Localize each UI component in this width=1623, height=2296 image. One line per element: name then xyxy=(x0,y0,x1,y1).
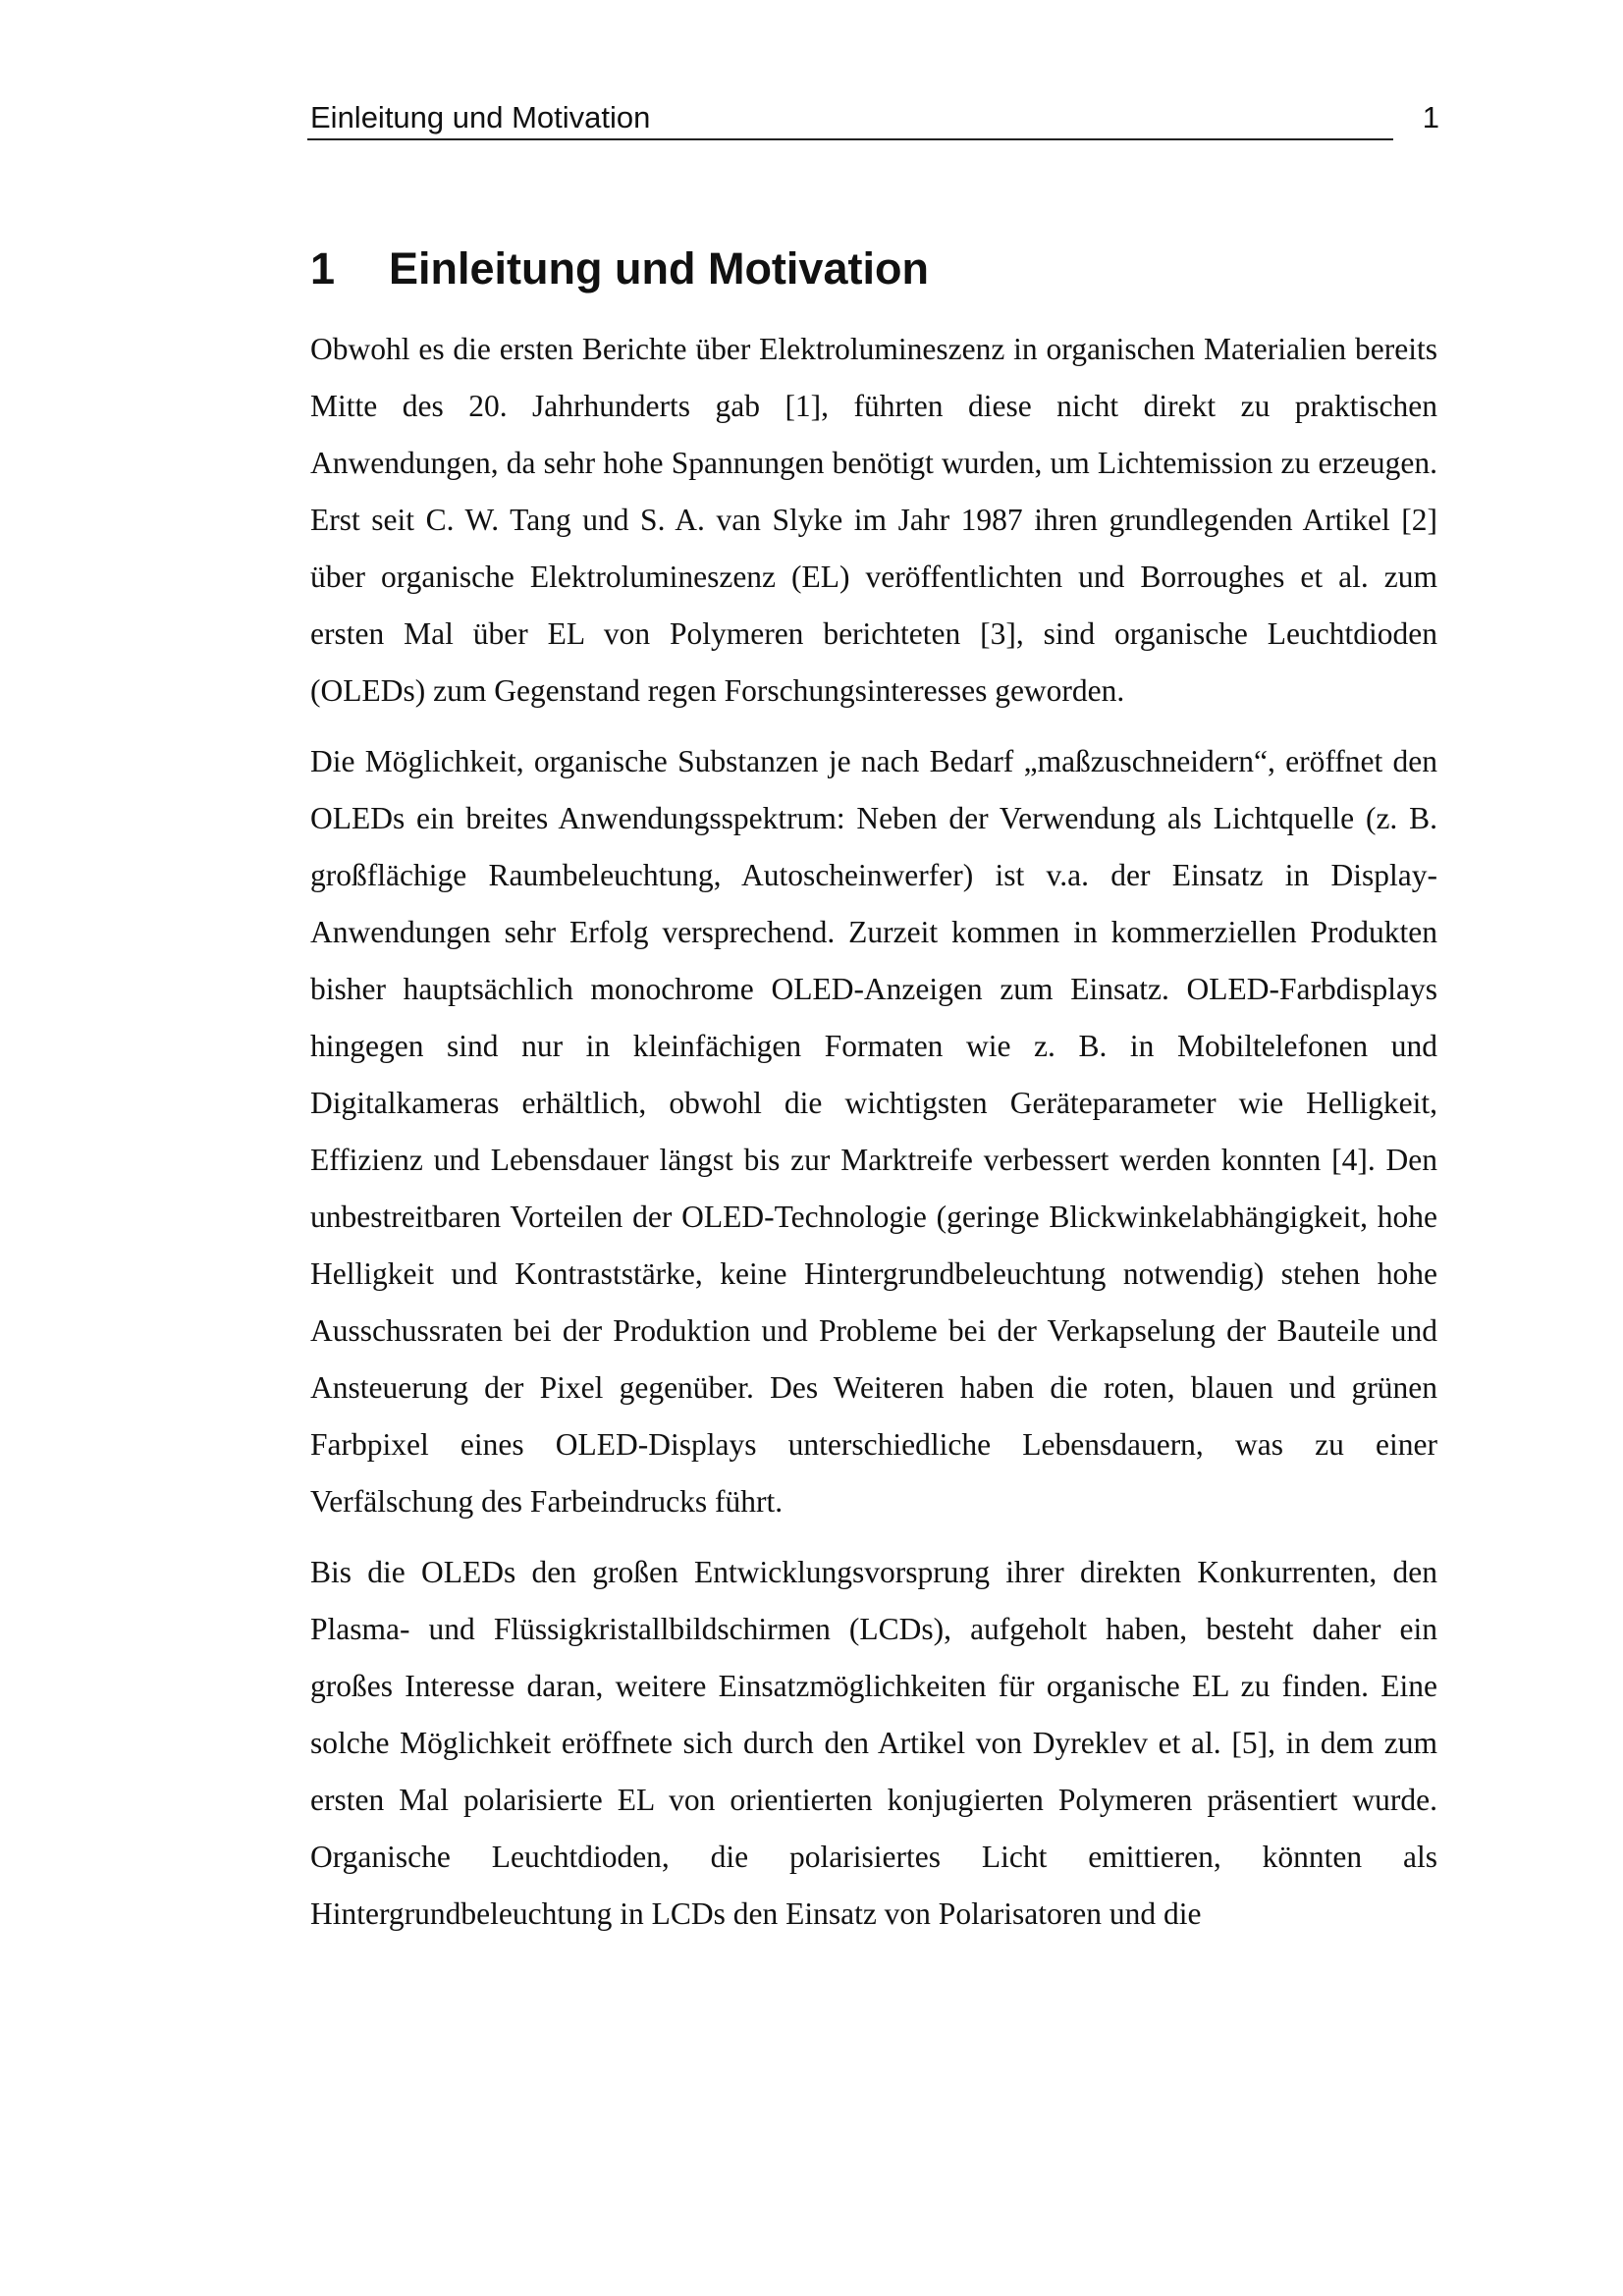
paragraph-2: Die Möglichkeit, organische Substanzen je nach Bedarf „maßzuschneidern“, eröffnet den OLEDs ein breites Anwendungsspektrum: Neben der Verwendung als Lichtquelle (z. B. großflächige Raumbeleuchtung, Autoscheinwerfer) ist v.a. der Einsatz in Display-Anwendungen sehr Erfolg versprechend. Zurzeit kommen in kommerziellen Produkten bisher hauptsächlich monochrome OLED-Anzeigen zum Einsatz. OLED-Farbdisplays hingegen sind nur in kleinfächigen Formaten wie z. B. in Mobiltelefonen und Digitalkameras erhältlich, obwohl die wichtigsten Geräteparameter wie Helligkeit, Effizienz und Lebensdauer längst bis zur Marktreife verbessert werden konnten [4]. Den unbestreitbaren Vorteilen der OLED-Technologie (geringe Blickwinkelabhängigkeit, hohe Helligkeit und Kontraststärke, keine Hintergrundbeleuchtung notwendig) stehen hohe Ausschussraten bei der Produktion und Probleme bei der Verkapselung der Bauteile und Ansteuerung der Pixel gegenüber. Des Weiteren haben die roten, blauen und grünen Farbpixel eines OLED-Displays unterschiedliche Lebensdauern, was zu einer Verfälschung des Farbeindrucks führt. xyxy=(310,744,1437,1519)
chapter-heading xyxy=(310,240,929,298)
running-header-title: Einleitung und Motivation xyxy=(310,100,651,134)
paragraph-1: Obwohl es die ersten Berichte über Elektrolumineszenz in organischen Materialien bereits Mitte des 20. Jahrhunderts gab [1], führten diese nicht direkt zu praktischen Anwendungen, da sehr hohe Spannungen benötigt wurden, um Lichtemission zu erzeugen. Erst seit C. W. Tang und S. A. van Slyke im Jahr 1987 ihren grundlegenden Artikel [2] über organische Elektrolumineszenz (EL) veröffentlichten und Borroughes et al. zum ersten Mal über EL von Polymeren berichteten [3], sind organische Leuchtdioden (OLEDs) zum Gegenstand regen Forschungsinteresses geworden. xyxy=(310,332,1437,708)
page-number: 1 xyxy=(1422,100,1439,134)
chapter-number: 1 xyxy=(310,243,336,294)
paragraph-3: Bis die OLEDs den großen Entwicklungsvorsprung ihrer direkten Konkurrenten, den Plasma- und Flüssigkristallbildschirmen (LCDs), aufgeholt haben, besteht daher ein großes Interesse daran, weitere Einsatzmöglichkeiten für organische EL zu finden. Eine solche Möglichkeit eröffnete sich durch den Artikel von Dyreklev et al. [5], in dem zum ersten Mal polarisierte EL von orientierten konjugierten Polymeren präsentiert wurde. Organische Leuchtdioden, die polarisiertes Licht emittieren, könnten als Hintergrundbeleuchtung in LCDs den Einsatz von Polarisatoren und die xyxy=(310,1555,1437,1931)
running-header xyxy=(310,96,1439,139)
chapter-title: Einleitung und Motivation xyxy=(389,243,929,294)
header-rule xyxy=(307,138,1393,140)
body-text xyxy=(310,321,1437,1956)
